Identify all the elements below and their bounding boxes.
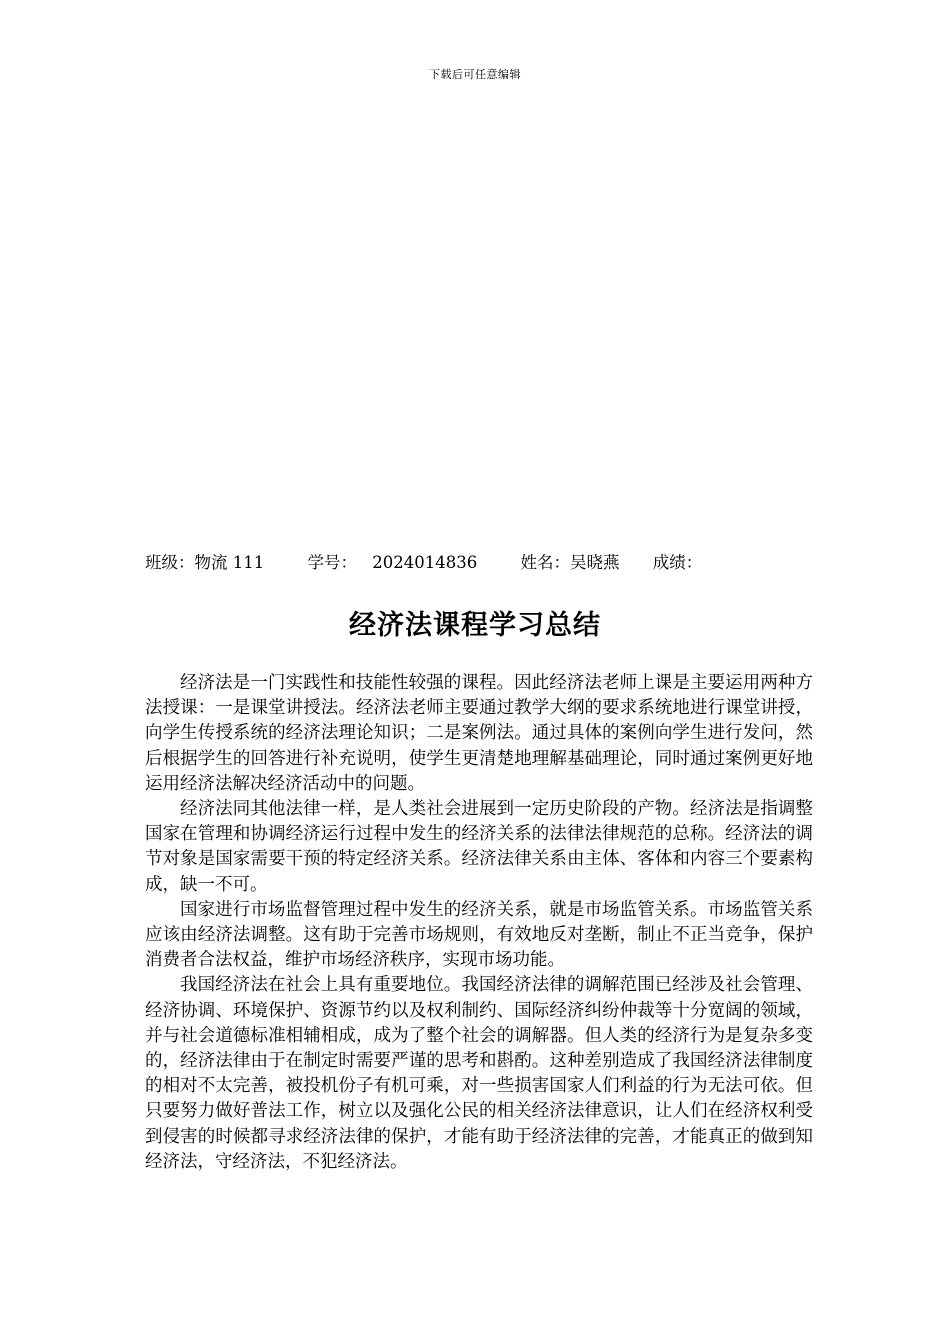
paragraph-1: 经济法是一门实践性和技能性较强的课程。因此经济法老师上课是主要运用两种方法授课：一是课堂讲授法。经济法老师主要通过教学大纲的要求系统地进行课堂讲授，向学生传授系统的经济法理论知识；二是案例法。通过具体的案例向学生进行发问，然后根据学生的回答进行补充说明，使学生更清楚地理解基础理论，同时通过案例更好地运用经济法解决经济活动中的问题。 [145, 673, 813, 794]
paragraph-3: 国家进行市场监督管理过程中发生的经济关系，就是市场监管关系。市场监管关系应该由经济法调整。这有助于完善市场规则，有效地反对垄断，制止不正当竞争，保护消费者合法权益，维护市场经济秩序，实现市场功能。 [145, 899, 813, 971]
student-id-value: 2024014836 [372, 553, 478, 572]
header-note: 下载后可任意编辑 [429, 68, 521, 81]
name-field: 姓名：吴晓燕 [520, 553, 620, 572]
paragraph-4: 我国经济法在社会上具有重要地位。我国经济法律的调解范围已经涉及社会管理、经济协调、环境保护、资源节约以及权利制约、国际经济纠纷仲裁等十分宽阔的领域，并与社会道德标准相辅相成，成为了整个社会的调解器。但人类的经济行为是复杂多变的，经济法律由于在制定时需要严谨的思考和斟酌。这种差别造成了我国经济法律制度的相对不太完善，被投机份子有机可乘，对一些损害国家人们利益的行为无法可依。但只要努力做好普法工作，树立以及强化公民的相关经济法律意识，让人们在经济权利受到侵害的时候都寻求经济法律的保护，才能有助于经济法律的完善，才能真正的做到知经济法，守经济法，不犯经济法。 [145, 975, 813, 1172]
document-title: 经济法课程学习总结 [349, 610, 601, 641]
class-field: 班级：物流 111 [145, 553, 265, 572]
document-body [145, 671, 813, 1175]
paragraph-2: 经济法同其他法律一样，是人类社会进展到一定历史阶段的产物。经济法是指调整国家在管理和协调经济运行过程中发生的经济关系的法律法律规范的总称。经济法的调节对象是国家需要干预的特定经济关系。经济法律关系由主体、客体和内容三个要素构成，缺一不可。 [145, 799, 813, 895]
student-id-label: 学号： [307, 553, 357, 572]
score-field: 成绩： [652, 553, 703, 572]
student-info-line [145, 549, 702, 573]
